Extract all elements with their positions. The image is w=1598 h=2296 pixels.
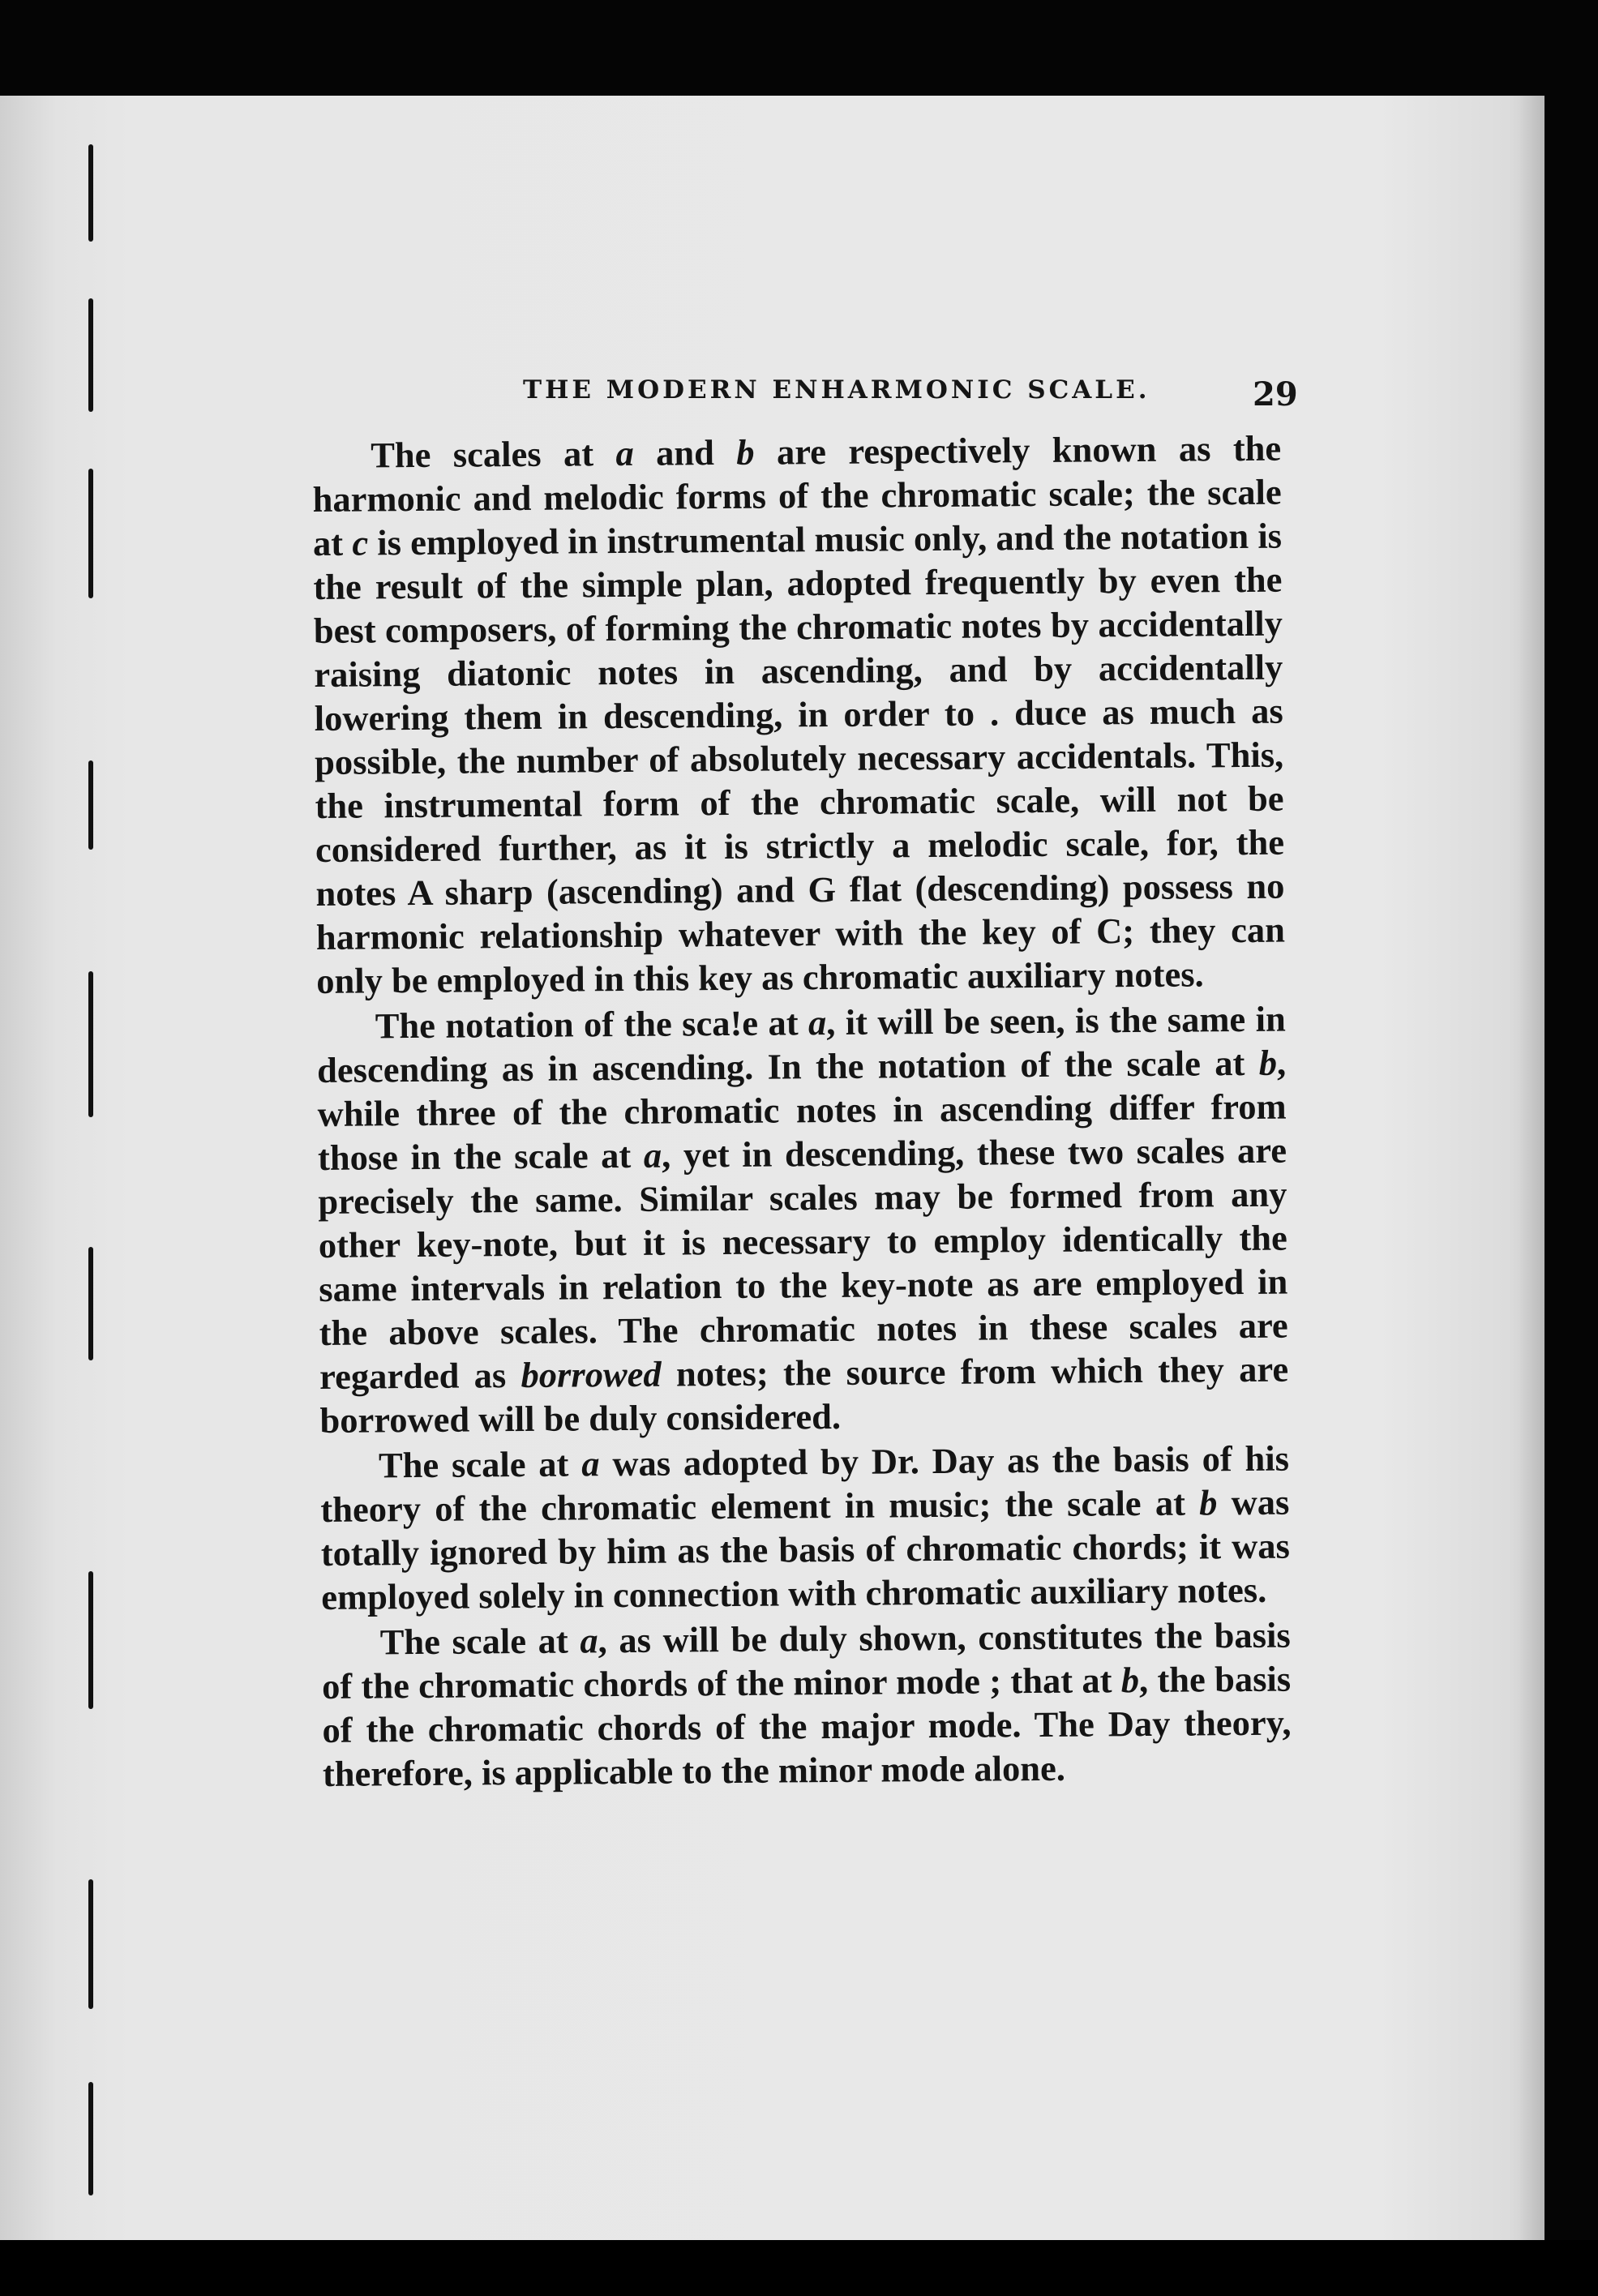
binding-shadow-mark: [88, 1879, 93, 2009]
italic-letter: a: [643, 1134, 662, 1176]
italic-letter: b: [736, 431, 755, 473]
italic-letter: a: [615, 432, 634, 474]
text-run: , as will be duly shown, constitutes the basis of the chromatic chords of the minor mode ; that at: [321, 1614, 1291, 1707]
italic-letter: c: [352, 522, 369, 563]
binding-shadow-mark: [88, 144, 93, 242]
text-run: The notation of the sca!e at: [375, 1002, 809, 1047]
italic-word: borrowed: [521, 1353, 662, 1396]
running-head: THE MODERN ENHARMONIC SCALE.: [523, 375, 1150, 405]
text-run: , the basis of the chromatic chords of the major mode. The Day theory, therefore, is applicable to the minor mode alone.: [322, 1658, 1292, 1794]
text-run: The scales at: [371, 433, 616, 476]
page-header: [316, 280, 1298, 413]
binding-shadow-mark: [88, 1247, 93, 1360]
binding-shadow-mark: [88, 971, 93, 1117]
text-run: was totally ignored by him as the basis of chromatic chords; it was employed solely in connection with chromatic auxiliary notes.: [320, 1481, 1291, 1617]
italic-letter: b: [1198, 1482, 1218, 1523]
text-run: are respectively known as the harmonic and melodic forms of the chromatic scale; the scale at: [312, 427, 1282, 563]
paragraph-3: [320, 1437, 1291, 1619]
page-number: 29: [1253, 375, 1298, 413]
text-run: , yet in descending, these two scales are precisely the same. Similar scales may be formed from any other key-note, but it is necessary to employ identically the same intervals in relation to the key-note as are employed in the above scales. The chromatic notes in these scales are regarded as: [318, 1129, 1288, 1397]
paragraph-1: [312, 426, 1285, 1003]
binding-shadow-mark: [88, 298, 93, 412]
paragraph-2: [317, 997, 1289, 1442]
text-run: notes; the source from which they are borrowed will be duly considered.: [319, 1348, 1289, 1441]
binding-shadow-mark: [88, 760, 93, 850]
page-right-edge: [1520, 96, 1544, 2240]
italic-letter: a: [580, 1620, 598, 1661]
italic-letter: a: [808, 1002, 827, 1043]
text-run: , while three of the chromatic notes in ascending differ from those in the scale at: [317, 1042, 1287, 1178]
scan-bottom-border: [0, 2240, 1598, 2296]
text-run: The scale at: [378, 1443, 582, 1486]
binding-gutter: [77, 96, 109, 2240]
italic-letter: b: [1258, 1042, 1278, 1083]
italic-letter: a: [581, 1443, 600, 1484]
paragraph-4: [321, 1613, 1292, 1796]
binding-shadow-mark: [88, 1571, 93, 1709]
italic-letter: b: [1120, 1660, 1140, 1701]
text-run: and: [633, 431, 737, 473]
text-run: , it will be seen, is the same in descending as in ascending. In the notation of the scale at: [316, 998, 1286, 1090]
binding-shadow-mark: [88, 2082, 93, 2195]
text-run: was adopted by Dr. Day as the basis of his theory of the chromatic element in music; the scale at: [320, 1437, 1290, 1530]
body-text: [312, 426, 1292, 1797]
text-run: The scale at: [379, 1620, 581, 1663]
binding-shadow-mark: [88, 469, 93, 598]
text-run: is employed in instrumental music only, and the notation is the result of the simple plan, adopted frequently by even the best composers, of forming the chromatic notes by accidentally raising diatonic notes in ascending, and by accidentally lowering them in descending, in order to . duce as much as possible, the number of absolutely necessary accidentals. This, the instrumental form of the chromatic scale, will not be considered further, as it is strictly a melodic scale, for, the notes A sharp (ascending) and G flat (descending) possess no harmonic relationship whatever with the key of C; they can only be employed in this key as chromatic auxiliary notes.: [313, 515, 1286, 1001]
